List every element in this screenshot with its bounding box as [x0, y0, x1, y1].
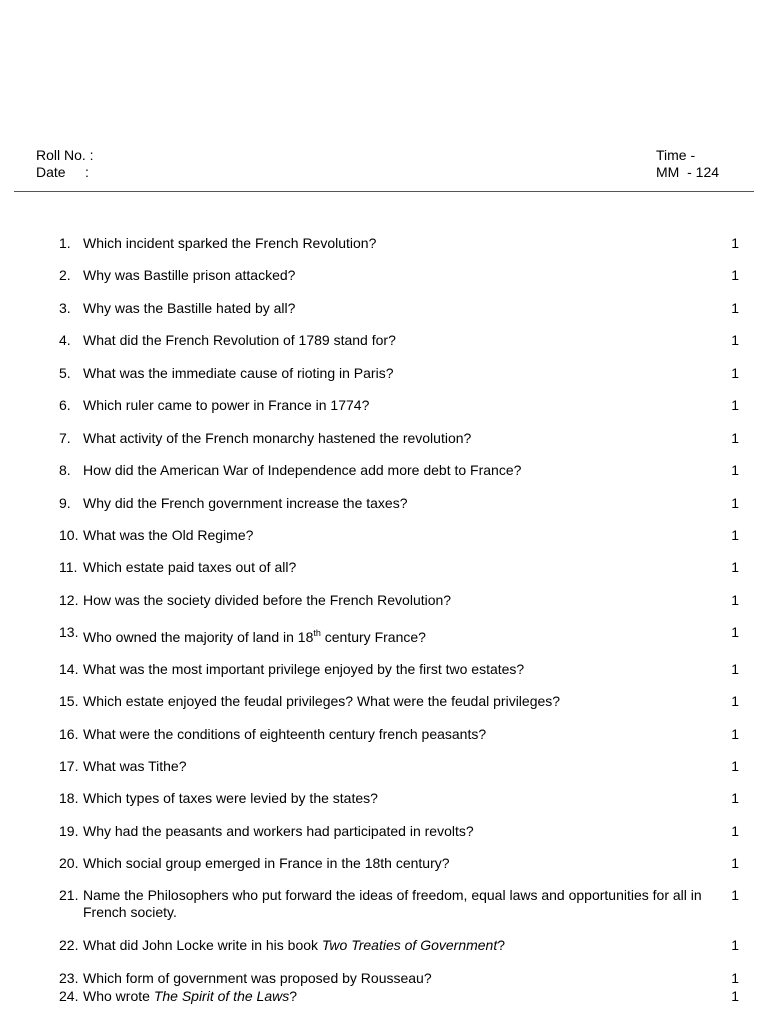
question-text: Why did the French government increase the taxes?	[83, 495, 408, 511]
question-marks: 1	[731, 397, 739, 413]
question-marks: 1	[731, 267, 739, 283]
question-text: Why was Bastille prison attacked?	[83, 267, 296, 283]
question-marks: 1	[731, 937, 739, 953]
question-marks: 1	[731, 235, 739, 251]
question-number: 3.	[59, 300, 71, 316]
question-marks: 1	[731, 887, 739, 903]
time-label: Time -	[656, 147, 696, 163]
question-number: 7.	[59, 430, 71, 446]
question-text: Which types of taxes were levied by the states?	[83, 790, 378, 806]
question-text: Why was the Bastille hated by all?	[83, 300, 296, 316]
question-marks: 1	[731, 559, 739, 575]
question-marks: 1	[731, 823, 739, 839]
question-text-part: Who wrote	[83, 988, 154, 1004]
question-number: 9.	[59, 495, 71, 511]
question-marks: 1	[731, 726, 739, 742]
question-text: How was the society divided before the French Revolution?	[83, 592, 452, 608]
question-number: 11.	[59, 559, 78, 575]
question-number: 6.	[59, 397, 71, 413]
book-title: The Spirit of the Laws	[153, 988, 290, 1004]
date-label: Date :	[36, 164, 89, 180]
question-marks: 1	[731, 332, 739, 348]
question-text-part: ?	[289, 988, 298, 1004]
question-number: 15.	[59, 693, 79, 709]
ordinal-superscript: th	[313, 628, 321, 638]
question-marks: 1	[731, 693, 739, 709]
roll-no-label: Roll No. :	[36, 147, 94, 163]
header-divider	[14, 191, 754, 192]
book-title: Two Treaties of Government	[321, 937, 498, 953]
question-marks: 1	[731, 365, 739, 381]
question-number: 2.	[59, 267, 71, 283]
question-text: What was Tithe?	[83, 758, 187, 774]
question-marks: 1	[731, 430, 739, 446]
question-text: Which social group emerged in France in the 18th century?	[83, 855, 450, 871]
question-marks: 1	[731, 300, 739, 316]
question-text-part: Who owned the majority of land in 18	[83, 629, 314, 645]
question-text	[83, 988, 708, 1005]
question-number: 22.	[59, 937, 79, 953]
question-text: What was the immediate cause of rioting in Paris?	[83, 365, 394, 381]
question-number: 5.	[59, 365, 71, 381]
question-text: Name the Philosophers who put forward the ideas of freedom, equal laws and opportunities for all in French society.	[83, 887, 702, 920]
question-marks: 1	[731, 970, 739, 986]
question-number: 20.	[59, 855, 79, 871]
question-marks: 1	[731, 988, 739, 1004]
question-number: 10.	[59, 527, 79, 543]
question-number: 14.	[59, 661, 79, 677]
question-text-part: ?	[497, 937, 506, 953]
question-text: Which estate enjoyed the feudal privileges? What were the feudal privileges?	[83, 693, 561, 709]
question-number: 17.	[59, 758, 79, 774]
question-marks: 1	[731, 624, 739, 640]
question-text: What were the conditions of eighteenth century french peasants?	[83, 726, 487, 742]
question-number: 18.	[59, 790, 79, 806]
question-number: 4.	[59, 332, 71, 348]
question-number: 16.	[59, 726, 79, 742]
question-number: 24.	[59, 988, 79, 1004]
question-text	[83, 629, 708, 646]
question-text: What activity of the French monarchy hastened the revolution?	[83, 430, 472, 446]
question-marks: 1	[731, 855, 739, 871]
question-text: What was the most important privilege enjoyed by the first two estates?	[83, 661, 525, 677]
question-marks: 1	[731, 790, 739, 806]
question-number: 13.	[59, 624, 79, 640]
question-number: 12.	[59, 592, 79, 608]
question-text-part: century France?	[320, 629, 426, 645]
question-text: How did the American War of Independence add more debt to France?	[83, 462, 522, 478]
header-right	[656, 147, 719, 181]
question-text: What was the Old Regime?	[83, 527, 254, 543]
question-text: Why had the peasants and workers had participated in revolts?	[83, 823, 474, 839]
question-marks: 1	[731, 527, 739, 543]
question-marks: 1	[731, 592, 739, 608]
question-text: Which form of government was proposed by Rousseau?	[83, 970, 432, 986]
question-number: 23.	[59, 970, 79, 986]
max-marks-label: MM - 124	[656, 164, 720, 180]
header-left	[36, 147, 94, 181]
question-marks: 1	[731, 758, 739, 774]
question-marks: 1	[731, 462, 739, 478]
question-text	[83, 937, 708, 954]
question-marks: 1	[731, 495, 739, 511]
question-text: Which estate paid taxes out of all?	[83, 559, 297, 575]
question-text: Which ruler came to power in France in 1774?	[83, 397, 370, 413]
question-number: 19.	[59, 823, 79, 839]
question-marks: 1	[731, 661, 739, 677]
question-text: What did the French Revolution of 1789 stand for?	[83, 332, 396, 348]
question-number: 21.	[59, 887, 79, 903]
question-text-part: What did John Locke write in his book	[83, 937, 322, 953]
question-number: 8.	[59, 462, 71, 478]
question-number: 1.	[59, 235, 71, 251]
question-text: Which incident sparked the French Revolution?	[83, 235, 377, 251]
